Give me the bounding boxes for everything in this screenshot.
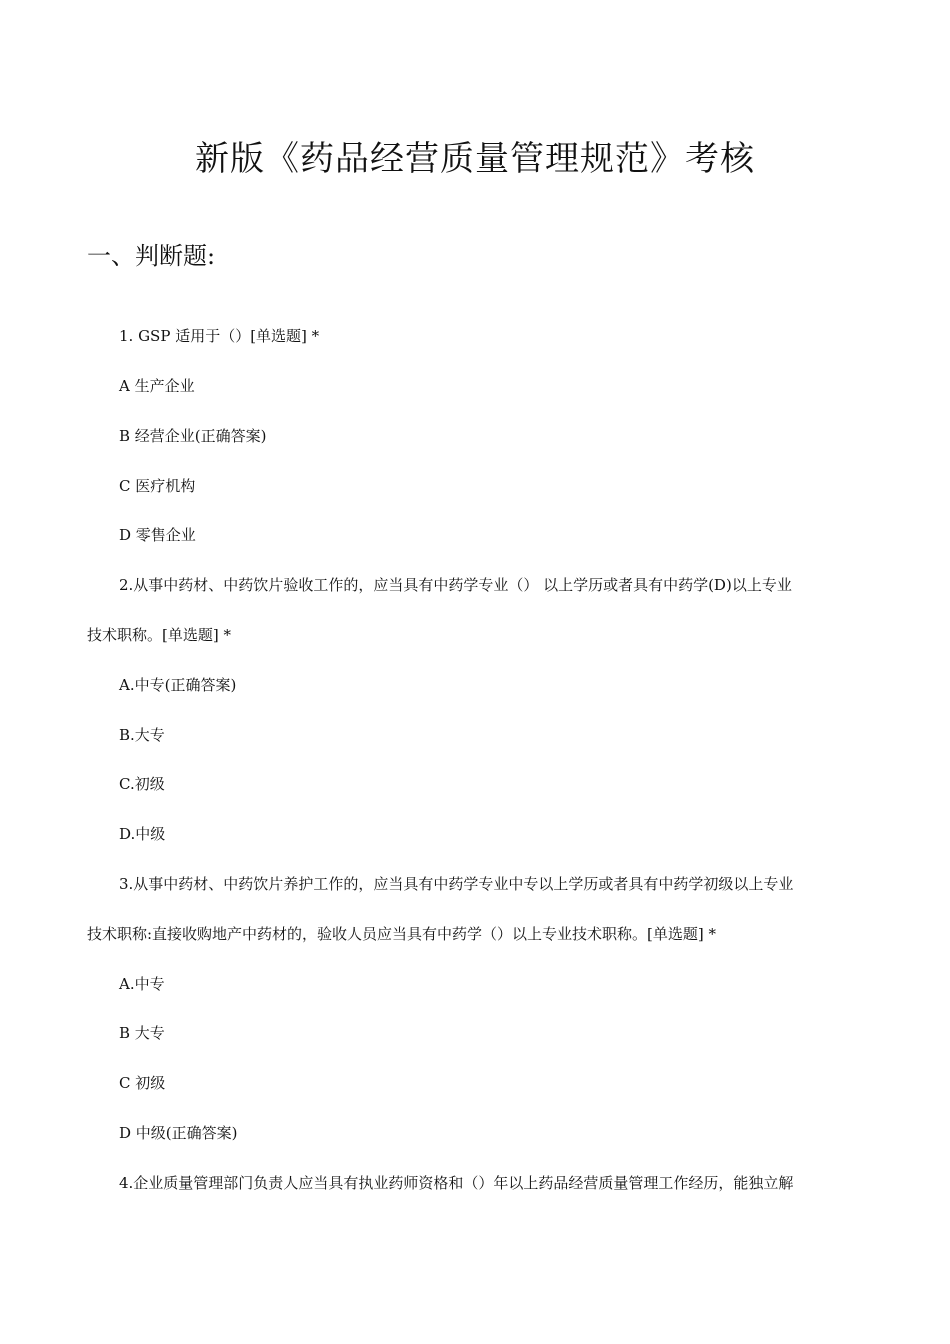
question-3-text: 3.从事中药材、中药饮片养护工作的，应当具有中药学专业中专以上学历或者具有中药学初级以上专业 bbox=[119, 875, 794, 893]
question-2-option-d: D.中级 bbox=[119, 825, 166, 843]
question-3-text-continued: 技术职称:直接收购地产中药材的，验收人员应当具有中药学（）以上专业技术职称。[单选题] * bbox=[87, 925, 717, 943]
question-1-option-d: D 零售企业 bbox=[119, 526, 196, 544]
question-3-option-b: B 大专 bbox=[119, 1024, 165, 1042]
question-2-text: 2.从事中药材、中药饮片验收工作的，应当具有中药学专业（） 以上学历或者具有中药学(D)以上专业 bbox=[119, 576, 792, 594]
question-1-option-c: C 医疗机构 bbox=[119, 477, 196, 495]
question-3-option-c: C 初级 bbox=[119, 1074, 166, 1092]
question-1-option-a: A 生产企业 bbox=[119, 377, 195, 395]
section-heading: 一、判断题: bbox=[87, 242, 216, 270]
question-3-option-d: D 中级(正确答案) bbox=[119, 1124, 238, 1142]
question-1-text: 1. GSP 适用于（）[单选题] * bbox=[119, 327, 320, 345]
question-2-option-c: C.初级 bbox=[119, 775, 165, 793]
question-2-option-a: A.中专(正确答案) bbox=[119, 676, 237, 694]
document-title: 新版《药品经营质量管理规范》考核 bbox=[195, 139, 755, 179]
question-4-text: 4.企业质量管理部门负责人应当具有执业药师资格和（）年以上药品经营质量管理工作经历，能独立解 bbox=[119, 1174, 794, 1192]
question-1-option-b: B 经营企业(正确答案) bbox=[119, 427, 267, 445]
question-3-option-a: A.中专 bbox=[119, 975, 165, 993]
question-2-text-continued: 技术职称。[单选题] * bbox=[87, 626, 231, 644]
question-2-option-b: B.大专 bbox=[119, 726, 165, 744]
